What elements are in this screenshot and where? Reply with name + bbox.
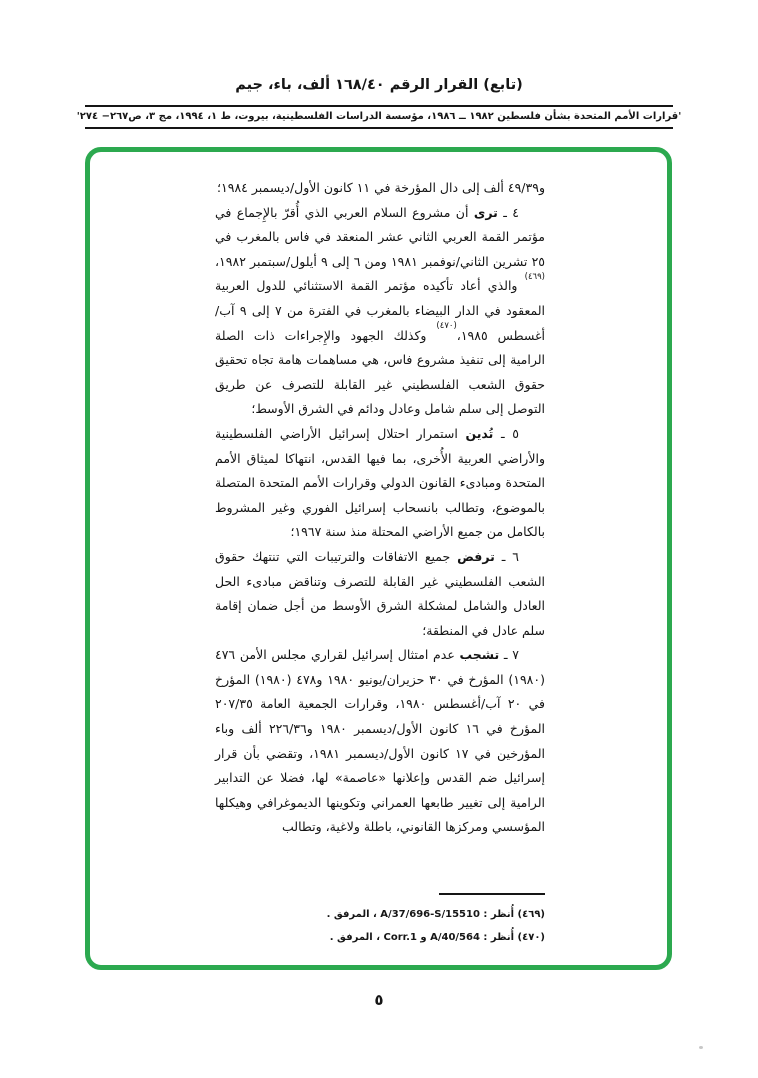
paragraph-text-segment: أن مشروع السلام العربي الذي أُقرّ بالإِجماع في مؤتمر القمة العربي الثاني عشر المنعقد في فاس بالمغرب في ٢٥ تشرين الثاني/نوفمبر ١٩٨١ ومن ٦ إلى ٩ أيلول/سبتمبر ١٩٨٢، (215, 204, 545, 269)
body-paragraph (215, 643, 545, 840)
body-paragraph (215, 422, 545, 545)
footnote-reference-superscript: (٤٧٠) (436, 321, 457, 332)
paragraph-text-segment: ٥ ـ (493, 425, 520, 441)
paragraph-text-segment: و٤٩/٣٩ ألف إلى دال المؤرخة في ١١ كانون الأول/ديسمبر ١٩٨٤؛ (217, 180, 545, 195)
header-rule-bottom (85, 127, 673, 129)
footnotes-block (215, 893, 545, 949)
resolution-body-text (215, 176, 545, 840)
paragraph-text-segment: والذي أعاد تأكيده مؤتمر القمة الاستثنائي للدول العربية المعقود في الدار البيضاء بالمغرب في الفترة من ٧ إلى ٩ آب/أغسطس ١٩٨٥، (215, 278, 545, 343)
footnote-item: (٤٦٩) أُنظر : A/37/696-S/15510 ، المرفق . (326, 909, 545, 920)
paragraph-text-segment: ترى (473, 204, 498, 220)
footnote-item: (٤٧٠) أُنظر : A/40/564 و Corr.1 ، المرفق . (329, 932, 545, 943)
resolution-title: (تابع) القرار الرقم ١٦٨/٤٠ ألف، باء، جيم (235, 77, 523, 93)
paragraph-text-segment: ٦ ـ (494, 548, 519, 564)
source-citation: 'قرارات الأمم المتحدة بشأن فلسطين ١٩٨٢ ــ ١٩٨٦، مؤسسة الدراسات الفلسطينية، بيروت، ط ١، ١٩٩٤، مج ٣، ص٢٦٧− ٢٧٤' (76, 111, 682, 122)
paragraph-text-segment: تُدين (465, 425, 494, 441)
header-rule-top (85, 105, 673, 107)
page-number: ٥ (374, 991, 384, 1009)
paragraph-text-segment: جميع الاتفاقات والترتيبات التي تنتهك حقوق الشعب الفلسطيني غير القابلة للتصرف وتناقض مبادىء الحل العادل والشامل لمشكلة الشرق الأوسط من أجل ضمان إقامة سلم عادل في المنطقة؛ (215, 548, 545, 638)
paragraph-text-segment: ٧ ـ (499, 647, 519, 663)
body-paragraph (215, 201, 545, 422)
scan-artifact-dot (699, 1046, 703, 1049)
paragraph-text-segment: ٤ ـ (497, 204, 520, 220)
footnote-reference-superscript: (٤٦٩) (524, 272, 545, 283)
body-paragraph (215, 176, 545, 201)
footnote-separator-rule (439, 893, 545, 895)
paragraph-text-segment: عدم امتثال إسرائيل لقراري مجلس الأمن ٤٧٦ (١٩٨٠) المؤرخ في ٣٠ حزيران/يونيو ١٩٨٠ و٤٧٨ (١٩٨٠) المؤرخ في ٢٠ آب/أغسطس ١٩٨٠، وقرارات الجمعية العامة ٢٠٧/٣٥ المؤرخ في ١٦ كانون الأول/ديسمبر ١٩٨٠ و٢٢٦/٣٦ ألف وباء المؤرخين في ١٧ كانون الأول/ديسمبر ١٩٨١، وتقضي بأن قرار إسرائيل ضم القدس وإعلانها «عاصمة» لها، فضلا عن التدابير الرامية إلى تغيير طابعها العمراني وتكوينها الديموغرافي وهيكلها المؤسسي ومركزها القانوني، باطلة ولاغية، وتطالب (215, 647, 546, 835)
paragraph-text-segment: وكذلك الجهود والإِجراءات ذات الصلة الرامية إلى تنفيذ مشروع فاس، هي مساهمات هامة تجاه تحقيق حقوق الشعب الفلسطيني غير القابلة للتصرف عن طريق التوصل إلى سلم شامل وعادل ودائم في الشرق الأوسط؛ (215, 327, 545, 417)
body-paragraph (215, 545, 545, 643)
paragraph-text-segment: تشجب (459, 647, 500, 663)
footnotes-list (215, 903, 545, 949)
paragraph-text-segment: ترفض (457, 548, 495, 564)
paragraph-text-segment: استمرار احتلال إسرائيل الأراضي الفلسطينية والأراضي العربية الأُخرى، بما فيها القدس، انتهاكا لميثاق الأمم المتحدة ومبادىء القانون الدولي وقرارات الأمم المتحدة المتصلة بالموضوع، وتطالب بانسحاب إسرائيل الفوري وغير المشروط بالكامل من جميع الأراضي المحتلة منذ سنة ١٩٦٧؛ (215, 425, 545, 540)
